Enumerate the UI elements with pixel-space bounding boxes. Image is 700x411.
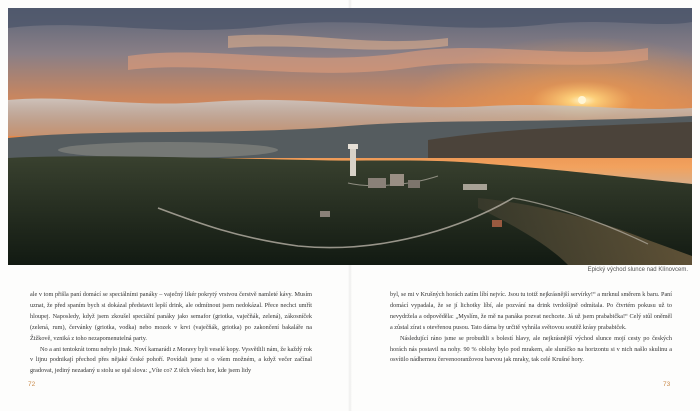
- page-number-left: 72: [28, 381, 36, 388]
- photo-caption: Epický východ slunce nad Klínovcem.: [587, 267, 688, 273]
- aerial-landscape-photo-icon: [8, 8, 692, 265]
- page-number-right: 73: [663, 381, 671, 388]
- paragraph: byl, se mi v Krušných horách zatím líbí nejvíc. Jsou tu totiž nejkrásnější servírky!“ a mrknul směrem k baru. Paní domácí vypadala, že se jí lichotky líbí, ale pozvání na drink tvrdošíjně odmítala. Po čtvrtém pokusu už to nevydržela a odpověděla: „Myslím, že mě na panáka pozvat nechcete. Já už jsem prababička!“ Celý stůl oněměl a zůstal zírat s otevřenou pusou. Tato dáma by určitě vyhrála světovou soutěž krásy prababiček.: [390, 291, 672, 331]
- paragraph: Následující ráno jsme se probudili s bolestí hlavy, ale nejkrásnější východ slunce mojí cesty po českých horách nás postavil na nohy. 90 % oblohy bylo pod mrakem, ale sluníčko na horizontu si v nich našlo skulinu a osvítilo nádhernou červenooranžovou barvou jak mraky, tak celé Krušné hory.: [390, 334, 672, 364]
- paragraph: ale v tom přišla paní domácí se speciálními panáky – vaječný likér pokrytý vrstvou čerstvě namleté kávy. Musím uznat, že před spaním bych si dokázal představit lepší drink, ale odmítnout jsem nedokázal. Přece nechci umřít hloupej. Naposledy, když jsem zkoušel speciální panáky jako semafor (griotka, vaječňák, zelená), zákosníček (zelená, rum), červánky (griotka, vodka) nebo mozek v krvi (vaječňák, griotka) po zakončení bakaláře na Žižkově, vzniká z toho nezapomenutelná party.: [30, 291, 312, 342]
- left-text-column: [30, 290, 312, 377]
- right-text-column: [390, 290, 672, 366]
- sunrise-photo: [8, 8, 692, 265]
- paragraph: No a ani tentokrát tomu nebylo jinak. Noví kamarádi z Moravy byli veselé kopy. Vysvětlili nám, že každý rok v lijnu podnikají přechod přes nějaké české pohoří. Povídali jsme si o všem možném, a když večer začínal gradovat, jediný nezadaný u stolu se ujal slova: „Víte co? Z těch všech hor, kde jsem lidy: [30, 345, 312, 375]
